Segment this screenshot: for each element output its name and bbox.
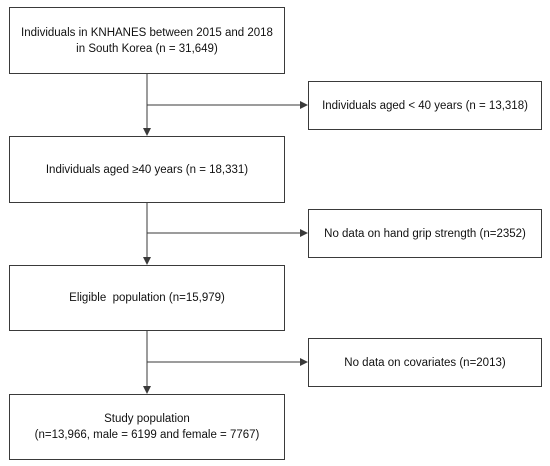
main-box-aged-40-plus: [9, 136, 285, 203]
main-box-total-population: [9, 7, 285, 74]
main-box-study-population: [9, 394, 285, 460]
main-box-3-line-1: Eligible population (n=15,979): [69, 292, 225, 304]
main-box-2-line-1: Individuals aged ≥40 years (n = 18,331): [45, 163, 249, 176]
main-box-4-line-1: Study population: [104, 413, 190, 425]
exclusion-box-3-text: No data on covariates (n=2013): [344, 356, 506, 369]
exclusion-box-no-covariates: [308, 338, 542, 387]
exclusion-box-no-grip-strength: [308, 209, 542, 258]
exclusion-box-2-text: No data on hand grip strength (n=2352): [324, 227, 526, 240]
main-box-eligible-population: [9, 265, 285, 331]
main-box-4-line-2: (n=13,966, male = 6199 and female = 7767): [34, 429, 260, 441]
main-box-1-line-2: in South Korea (n = 31,649): [76, 42, 218, 55]
main-box-1-line-1: Individuals in KNHANES between 2015 and 2018: [21, 26, 273, 39]
exclusion-box-under-40: [308, 81, 542, 130]
exclusion-box-1-text: Individuals aged < 40 years (n = 13,318): [322, 99, 528, 112]
